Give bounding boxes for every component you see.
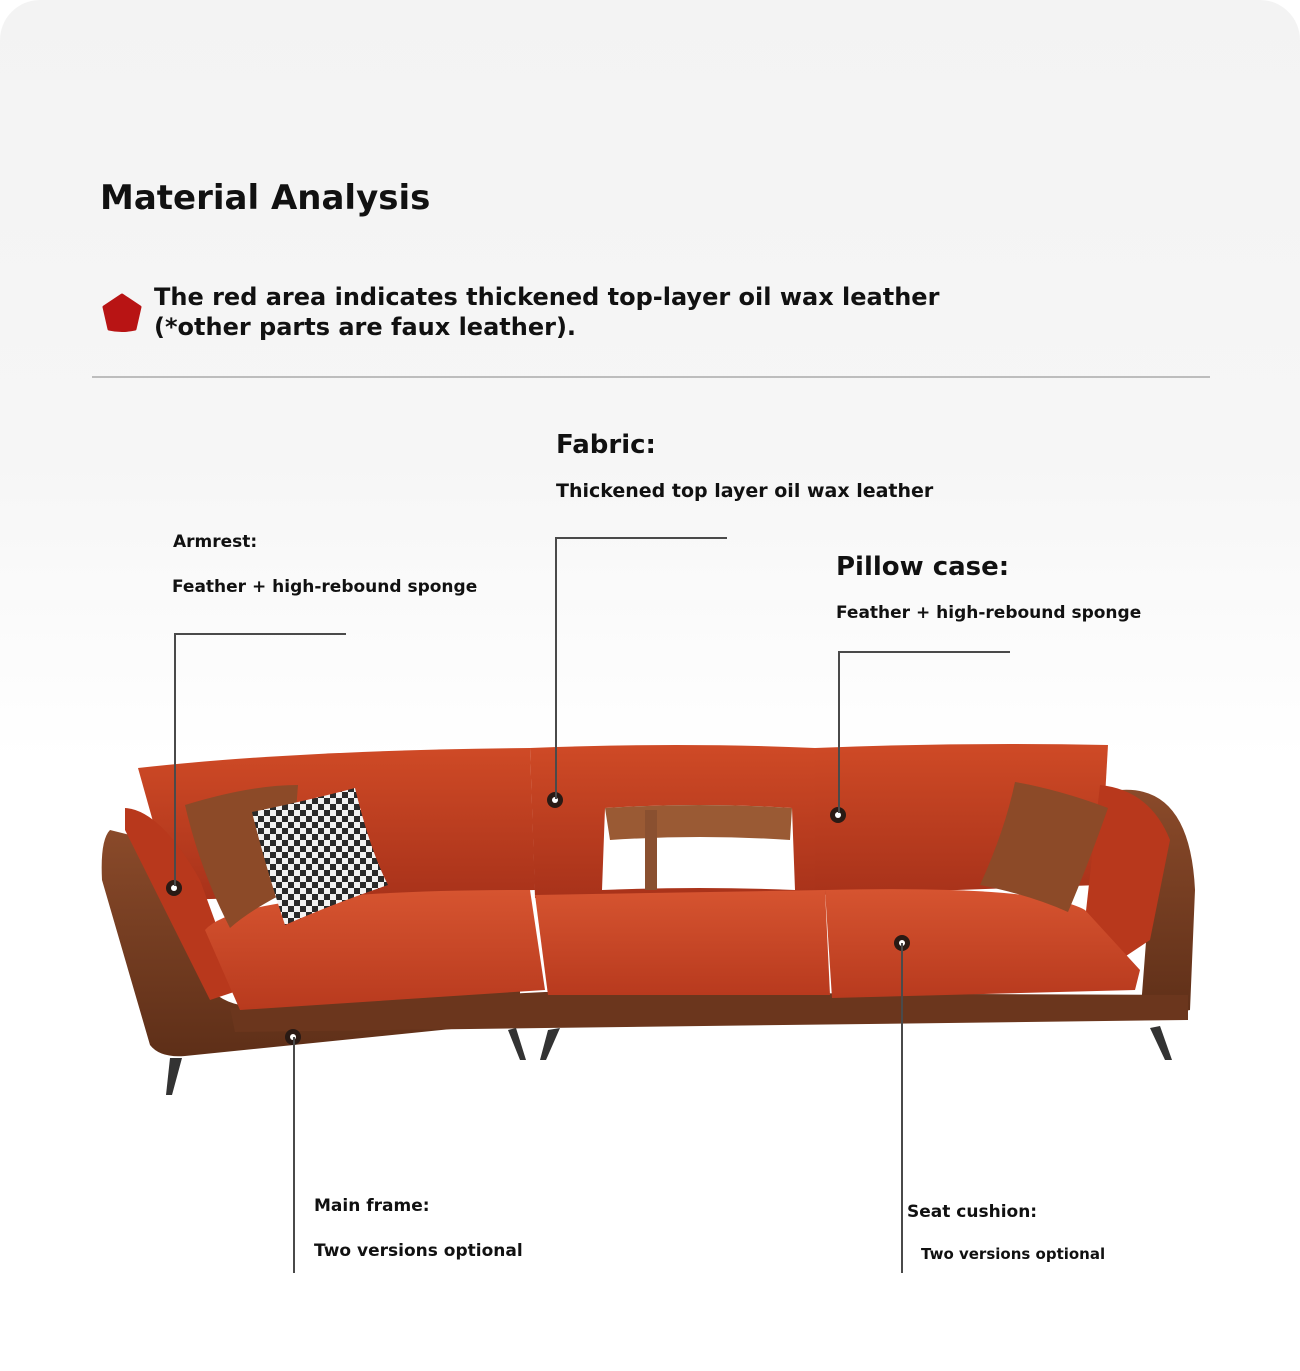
main-frame-value: Two versions optional: [314, 1241, 523, 1261]
legend-text: [154, 282, 974, 342]
fabric-label: Fabric:: [556, 430, 656, 460]
legend-line-1: The red area indicates thickened top-layer oil wax leather: [154, 283, 940, 311]
pillow-value: Feather + high-rebound sponge: [836, 603, 1142, 623]
armrest-line-v: [174, 633, 176, 886]
main-frame-line-v: [293, 1037, 295, 1273]
legend-line-2: (*other parts are faux leather).: [154, 313, 577, 341]
red-pentagon-icon: [100, 292, 144, 336]
armrest-label: Armrest:: [173, 532, 258, 552]
fabric-value: Thickened top layer oil wax leather: [556, 480, 934, 502]
fabric-line-v: [555, 537, 557, 799]
sofa-illustration: [0, 690, 1300, 1130]
seat-cushion-value: Two versions optional: [921, 1245, 1106, 1263]
seat-cushion-label: Seat cushion:: [907, 1202, 1038, 1222]
fabric-line-h: [555, 537, 727, 539]
armrest-value: Feather + high-rebound sponge: [172, 577, 478, 597]
seat-cushion-line-v: [901, 943, 903, 1273]
main-frame-label: Main frame:: [314, 1196, 430, 1216]
pillow-label: Pillow case:: [836, 552, 1010, 582]
watermark: [400, 662, 416, 708]
page-title: Material Analysis: [100, 178, 431, 218]
pillow-line-v: [838, 651, 840, 813]
pillow-line-h: [838, 651, 1010, 653]
armrest-line-h: [174, 633, 346, 635]
divider: [92, 376, 1210, 378]
